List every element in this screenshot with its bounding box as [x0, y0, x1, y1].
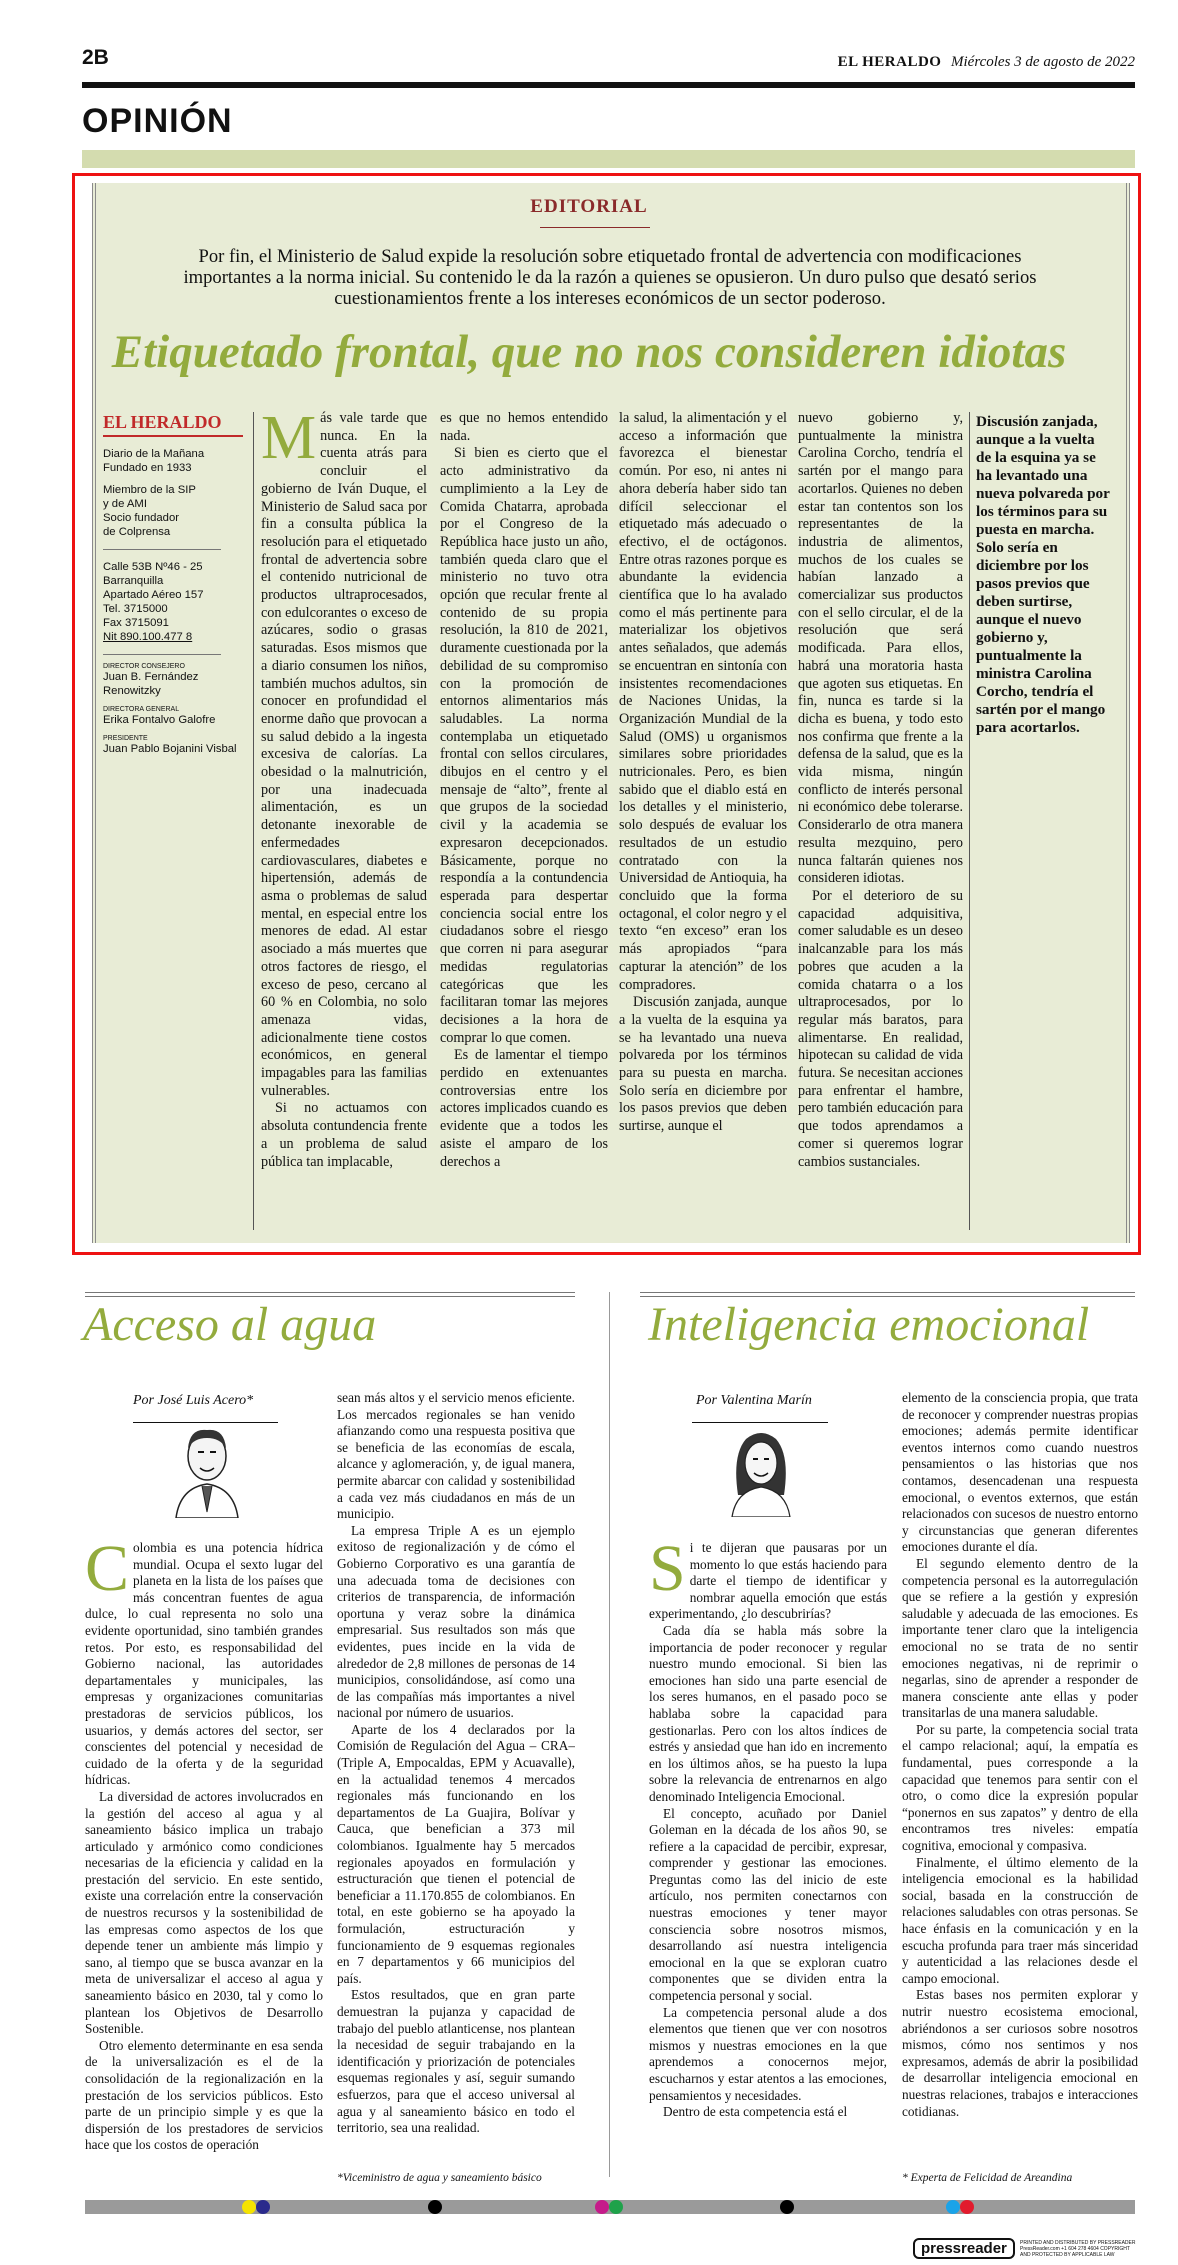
article-paragraph: La empresa Triple A es un ejemplo exitoso de regionalización y de cómo el Gobierno Corporativo es una garantía de una adecuada toma de decisiones con criterios de transparencia, de información oportuna y veraz sobre la dinámica empresarial. Sus resultados son más que evidentes, pues incide en la vida de alrededor de 2,8 millones de personas de 14 municipios, consolidándose, así como una de las compañías más importantes a nivel nacional por número de usuarios. [337, 1522, 575, 1721]
editorial-paragraph: Por el deterioro de su capacidad adquisitiva, comer saludable es un deseo inalcanzable para los más pobres que acuden a la comida chatarra o a los ultraprocesados, por lo regular más baratos, para alimentarse. En realidad, hipotecan su calidad de vida futura. Se necesitan acciones para enfrentar el hambre, pero también educación para que todos aprendamos a comer si queremos lograr cambios sustanciales. [798, 887, 963, 1170]
author-portrait-left [172, 1422, 242, 1518]
editorial-paragraph: Si bien es cierto que el acto administrativo da cumplimiento a la Ley de Comida Chatarra, aprobada por el Congreso de la República hace justo un año, también queda claro que el ministerio no tuvo otra opción que recular frente al contenido de su propia resolución, la 810 de 2021, duramente cuestionada por la debilidad de su compromiso con la promoción de entornos alimentarios más saludables. La norma contemplaba un etiquetado frontal con sellos circulares, dibujos en el centro y el mensaje de “alto”, frente al que grupos de la sociedad civil y la academia se expresaron decepcionados. Básicamente, porque no respondía a la contundencia esperada para despertar conciencia social entre los ciudadanos sobre el riesgo que corren ni para asegurar medidas regulatorias categóricas que les facilitaran tomar las mejores decisiones a la hora de comprar lo que comen. [440, 445, 608, 1046]
registration-dot [780, 2200, 794, 2214]
article-paragraph: Dentro de esta competencia está el [663, 2104, 848, 2120]
editorial-label: EDITORIAL [530, 196, 648, 217]
pull-quote: Discusión zanjada, aunque a la vuelta de la esquina ya se ha levantado una nueva polvareda por los términos para su puesta en marcha. Solo sería en diciembre por los pasos previos que deben surtirse, aunque el nuevo gobierno y, puntualmente la ministra Carolina Corcho, tendría el sartén por el mango para acortarlos. [976, 413, 1110, 736]
masthead-line: Socio fundador [103, 512, 179, 524]
opinion-right-column-1 [649, 1540, 887, 2180]
staff-name: Erika Fontalvo Galofre [103, 714, 216, 726]
article-paragraph: Estos resultados, que en gran parte demuestran la pujanza y capacidad de trabajo del pueblo atlanticense, nos plantean la necesidad de seguir trabajando en la identificación y priorización de potenciales esquemas regionales y así, seguir sumando esfuerzos, para que el acceso universal al agua y al saneamiento básico en todo el territorio, sea una realidad. [337, 1987, 575, 2136]
byline-rule [692, 1422, 828, 1423]
masthead [103, 412, 243, 756]
editorial-column-1 [261, 410, 427, 1240]
article-paragraph: Aparte de los 4 declarados por la Comisión de Regulación del Agua – CRA– (Triple A, Empocaldas, EPM y Acuavalle), en la actualidad tenemos 4 mercados regionales más funcionando en los departamentos de La Guajira, Bolívar y Cauca, que benefician a 373 mil colombianos. Igualmente hay 5 mercados regionales apoyados en formulación y estructuración que tienen el potencial de beneficiar a 11.170.855 de colombianos. En total, en este gobierno se ha apoyado la formulación, estructuración y funcionamiento de 9 esquemas regionales en 7 departamentos y 66 municipios del país. [337, 1721, 575, 1986]
address-line: Fax 3715091 [103, 617, 169, 629]
registration-dot [256, 2200, 270, 2214]
byline-left: Por José Luis Acero* [133, 1393, 254, 1408]
registration-dot [946, 2200, 960, 2214]
registration-dot [960, 2200, 974, 2214]
article-paragraph: Por su parte, la competencia social trata el campo relacional; aquí, la empatía es fundamental, pues corresponde a la capacidad que tenemos para sentir con el otro, o como dice la expresión popular “ponernos en sus zapatos” y dentro de ella encontramos tres niveles: empatía cognitiva, emocional y compasiva. [902, 1721, 1138, 1854]
staff-name: Juan Pablo Bojanini Visbal [103, 743, 237, 755]
article-paragraph: sean más altos y el servicio menos eficiente. Los mercados regionales se han venido afianzando como una respuesta positiva que se beneficia de las economías de escala, alcance y aglomeración, y, de igual manera, permite abarcar con calidad y sostenibilidad a cada vez más ciudadanos en más de un municipio. [337, 1390, 575, 1522]
address-line: Tel. 3715000 [103, 603, 168, 615]
masthead-line: Diario de la Mañana [103, 448, 205, 460]
address-line: Barranquilla [103, 575, 164, 587]
opinion-title-right: Inteligencia emocional [648, 1298, 1090, 1351]
registration-dot [595, 2200, 609, 2214]
address-line: Apartado Aéreo 157 [103, 589, 204, 601]
header-rule [82, 82, 1135, 88]
pressreader-logo: pressreader [913, 2238, 1015, 2259]
opinion-title-left: Acceso al agua [83, 1298, 377, 1351]
editorial-title: Etiquetado frontal, que no nos consideren idiotas [111, 326, 1067, 378]
article-paragraph: Finalmente, el último elemento de la inteligencia emocional es la habilidad social, basada en la construcción de relaciones saludables con otras personas. Se hace énfasis en la comunicación y en la escucha profunda para traer más sinceridad y autenticidad a las relaciones desde el campo emocional. [902, 1854, 1138, 1986]
article-paragraph: Estas bases nos permiten explorar y nutrir nuestro ecosistema emocional, abriéndonos a ser curiosos sobre nosotros mismos, cómo nos sentimos y nos expresamos, además de abrir la posibilidad de desarrollar inteligencia emocional en nuestras relaciones, trabajos e interacciones cotidianas. [902, 1987, 1138, 2119]
footnote-right: * Experta de Felicidad de Areandina [902, 2172, 1073, 2184]
opinion-left-column-2 [337, 1390, 575, 2172]
address-line: Calle 53B Nº46 - 25 [103, 561, 203, 573]
article-paragraph: La competencia personal alude a dos elementos que tienen que ver con nosotros mismos y nuestras emociones en la que aprendemos a conocernos mejor, escucharnos y estar atentos a las emociones, pensamientos y necesidades. [649, 2004, 887, 2103]
dropcap: M [261, 410, 317, 472]
page-header-meta [838, 52, 1135, 71]
editorial-paragraph: es que no hemos entendido nada. [440, 410, 608, 444]
dropcap: S [649, 1540, 686, 1605]
article-paragraph: i te dijeran que pausaras por un momento lo que estás haciendo para darte el tiempo de identificar y nombrar aquella emoción que estás experimentando, ¿lo descubrirías? [649, 1540, 887, 1622]
dropcap: C [85, 1540, 130, 1605]
staff-name: Juan B. Fernández Renowitzky [103, 671, 199, 697]
editorial-deck: Por fin, el Ministerio de Salud expide la resolución sobre etiquetado frontal de advertencia con modificaciones importantes a la norma inicial. Su contenido le da la razón a quienes se opusieron. Un duro pulso que desató serios cuestionamientos frente a los intereses económicos de un sector poderoso. [183, 246, 1037, 309]
article-paragraph: Cada día se habla más sobre la importancia de poder reconocer y regular nuestro mundo emocional. Si bien las emociones han sido una parte esencial de los seres humanos, en el pasado poco se hablaba sobre la capacidad para gestionarlas. Pero con los altos índices de estrés y ansiedad que han ido en incremento en los últimos años, se ha puesto la lupa sobre la relevancia de entrenarnos en algo denominado Inteligencia Emocional. [649, 1622, 887, 1804]
article-paragraph: Otro elemento determinante en esa senda de la universalización es el de la consolidación de la regionalización en la prestación de los servicios públicos. Esto parte de un principio simple y es que la dispersión de los prestadores de servicios hace que los costos de operación [85, 2037, 323, 2153]
author-portrait-right [726, 1425, 796, 1517]
editorial-label-rule [540, 227, 650, 228]
masthead-line: Fundado en 1933 [103, 462, 192, 474]
opinion-right-column-2 [902, 1390, 1138, 2172]
article-paragraph: elemento de la consciencia propia, que trata de reconocer y comprender nuestras propias emociones; además permite identificar eventos internos como cuando nuestros pensamientos o las historias que nos contamos, desencadenan una respuesta emocional, o eventos externos, que están relacionados con sucesos de nuestro entorno y circunstancias que generan diferentes emociones durante el día. [902, 1390, 1138, 1555]
editorial-paragraph: la salud, la alimentación y el acceso a información que favorezca el bienestar común. Por eso, ni antes ni ahora debería haber sido tan difícil seleccionar el etiquetado más adecuado o efectivo, el de octágonos. Entre otras razones porque es abundante la evidencia científica que lo ha avalado como el más pertinente para materializar los objetivos antes señalados, que además se encuentran en sintonía con insistentes recomendaciones de Naciones Unidas, la Organización Mundial de la Salud (OMS) u organismos similares sobre prioridades nutricionales. Pero, es bien sabido que el diablo está en los detalles y el ministerio, solo después de evaluar los resultados de un estudio contratado con la Universidad de Antioquia, ha concluido que la forma octagonal, el color negro y el texto “en exceso” eran los más apropiados “para capturar la atención” de los compradores. [619, 410, 787, 993]
editorial-paragraph: Si no actuamos con absoluta contundencia frente a un problema de salud pública tan implacable, [261, 1100, 427, 1170]
masthead-logo: EL HERALDO [103, 412, 243, 437]
staff-role: PRESIDENTE [103, 735, 148, 742]
masthead-info [103, 447, 243, 539]
section-bar [82, 150, 1135, 168]
byline-right: Por Valentina Marín [696, 1393, 812, 1408]
footnote-left: *Viceministro de agua y saneamiento básico [337, 2172, 542, 2184]
masthead-line: y de AMI [103, 498, 147, 510]
staff-role: DIRECTORA GENERAL [103, 706, 180, 713]
paper-name: EL HERALDO [837, 54, 942, 70]
address-line: Nit 890.100.477 8 [103, 631, 193, 643]
article-paragraph: El concepto, acuñado por Daniel Goleman en la década de los años 90, se refiere a la capacidad de percibir, expresar, comprender y gestionar las emociones. Preguntas como las del inicio de este artículo, nos permiten conectarnos con nuestras emociones y tener mayor consciencia sobre nosotros mismos, desarrollando así nuestra inteligencia emocional en la que se exploran cuatro componentes que se dividen entra la competencia personal y social. [649, 1805, 887, 2004]
masthead-line: Miembro de la SIP [103, 484, 196, 496]
masthead-line: de Colprensa [103, 526, 171, 538]
issue-date: Miércoles 3 de agosto de 2022 [951, 54, 1135, 70]
article-paragraph: olombia es una potencia hídrica mundial. Ocupa el sexto lugar del planeta en la lista de los países que más concentran fuentes de agua dulce, lo cual representa no solo una evidente oportunidad, sino también grandes retos. Por esto, es responsabilidad del Gobierno nacional, las autoridades departamentales y municipales, las empresas y organizaciones comunitarias prestadoras de servicios públicos, los usuarios, y demás actores del sector, ser conscientes del potencial y necesidad de cuidado de la oferta y de la seguridad hídricas. [85, 1540, 323, 1788]
column-divider [969, 412, 970, 1230]
staff-role: DIRECTOR CONSEJERO [103, 663, 185, 670]
editorial-column-4 [798, 410, 963, 1240]
page-divider [609, 1292, 610, 2177]
registration-dot [609, 2200, 623, 2214]
section-title: OPINIÓN [82, 102, 233, 140]
pressreader-notice: PRINTED AND DISTRIBUTED BY PRESSREADER PressReader.com +1 604 278 4604 COPYRIGHT AND PROTECTED BY APPLICABLE LAW [1020, 2240, 1136, 2258]
opinion-left-column-1 [85, 1540, 323, 2180]
editorial-paragraph: nuevo gobierno y, puntualmente la ministra Carolina Corcho, tendría el sartén por el mango para acortarlos. Quienes no deben estar tan contentos son los representantes de la industria de alimentos, muchos de los cuales se habían lanzado a comercializar sus productos con el sello circular, el de la resolución que será modificada. Para ellos, habrá una moratoria hasta que agoten sus etiquetas. En fin, nunca es tarde si la dicha es buena, y todo esto nos confirma que frente a la defensa de la salud, que es la vida misma, ningún conflicto de interés personal ni económico debe tolerarse. Considerarlo de otra manera resulta mezquino, pero nunca faltarán quienes nos consideren idiotas. [798, 410, 963, 887]
editorial-paragraph: ás vale tarde que nunca. En la cuenta atrás para concluir el gobierno de Iván Duque, el Ministerio de Salud saca por fin a consulta pública la resolución para el etiquetado frontal de advertencia sobre el contenido nutricional de productos ultraprocesados, con edulcorantes o exceso de azúcares, sodio o grasas saturadas. Esos mismos que a diario consumen los niños, también muchos adultos, sin conocer en profundidad el enorme daño que provocan a su salud debido a la ingesta excesiva de calorías. La obesidad o la malnutrición, por una inadecuada alimentación, es un detonante inexorable de enfermedades cardiovasculares, diabetes e hipertensión, además de asma o problemas de salud mental, en especial entre los menores de edad. Al estar asociado a más muertes que otros factores de riesgo, el exceso de peso, cercano al 60 % en Colombia, no solo amenaza vidas, adicionalmente tiene costos económicos, en general impagables para las familias vulnerables. [261, 410, 427, 1099]
page-number: 2B [82, 46, 109, 69]
editorial-paragraph: Discusión zanjada, aunque a la vuelta de la esquina ya se ha levantado una nueva polvareda por los términos para su puesta en marcha. Solo sería en diciembre por los pasos previos que deben surtirse, aunque el [619, 994, 787, 1135]
column-divider [253, 412, 254, 1230]
editorial-column-2 [440, 410, 608, 1240]
article-paragraph: El segundo elemento dentro de la competencia personal es la autorregulación que se refiere a la gestión y expresión saludable y adecuada de las emociones. Es importante tener claro que la inteligencia emocional no se trata de no sentir emociones negativas, ni de reprimir o negarlas, sino de aprender a responder de manera consciente ante ellas y poder transitarlas de una manera saludable. [902, 1555, 1138, 1721]
article-paragraph: La diversidad de actores involucrados en la gestión del acceso al agua y al saneamiento básico implica un trabajo articulado y armónico como condiciones necesarias de la eficiencia y calidad en la prestación del servicio. En este sentido, existe una correlación entre la conservación de nuestros recursos y la sostenibilidad de las empresas como aspectos de los que depende tener un ambiente más limpio y sano, al tiempo que se busca avanzar en la meta de universalizar el acceso al agua y saneamiento básico en 2030, tal y como lo plantean los Objetivos de Desarrollo Sostenible. [85, 1788, 323, 2037]
editorial-column-3 [619, 410, 787, 1240]
editorial-paragraph: Es de lamentar el tiempo perdido en extenuantes controversias entre los actores implicados cuando es evidente que a todos les asiste el amparo de los derechos a [440, 1047, 608, 1170]
registration-dot [428, 2200, 442, 2214]
masthead-address [103, 560, 243, 644]
registration-dot [242, 2200, 256, 2214]
